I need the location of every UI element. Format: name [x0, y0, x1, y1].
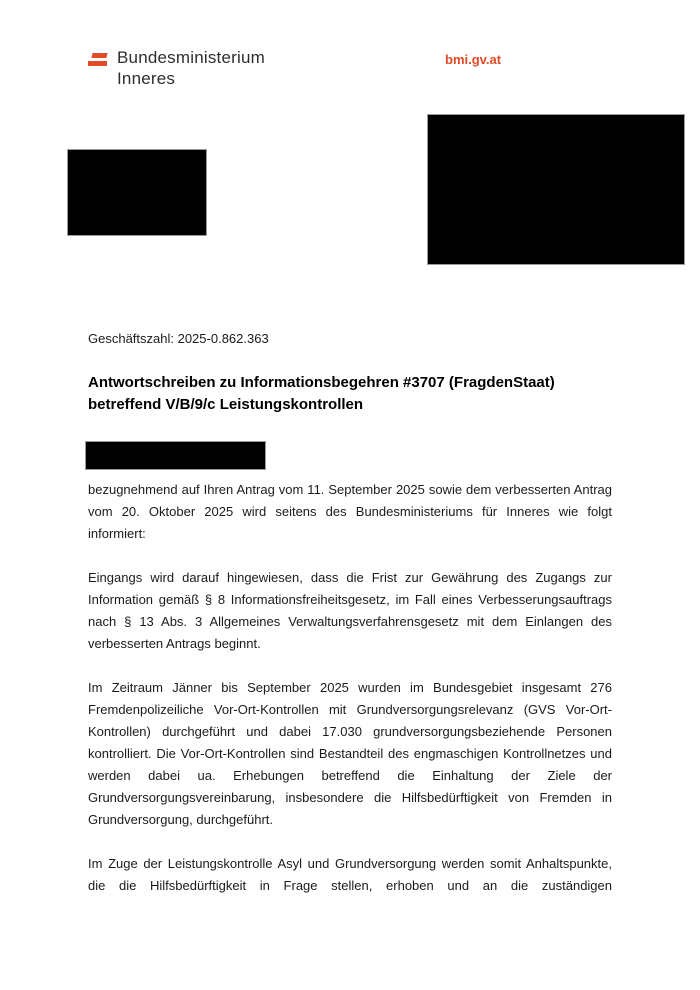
paragraph-line: verbesserten Antrags beginnt. [88, 636, 261, 651]
reference-number: Geschäftszahl: 2025-0.862.363 [88, 331, 269, 346]
paragraph-line: Fremdenpolizeiliche Vor-Ort-Kontrollen mit Grundversorgungsrelevanz (GVS Vor-Ort- [88, 702, 612, 717]
redaction-box-recipient [427, 114, 685, 265]
body-paragraph [88, 677, 612, 831]
paragraph-line: Grundversorgung, durchgeführt. [88, 812, 273, 827]
paragraph-line: bezugnehmend auf Ihren Antrag vom 11. September 2025 sowie dem verbesserten Antrag [88, 482, 612, 497]
paragraph-line: Im Zeitraum Jänner bis September 2025 wurden im Bundesgebiet insgesamt 276 [88, 680, 612, 695]
document-body [88, 479, 612, 919]
paragraph-line: werden dabei ua. Erhebungen betreffend die Einhaltung der Ziele der [88, 768, 612, 783]
ministry-wordmark [117, 47, 265, 89]
document-title [88, 372, 628, 416]
ministry-department: Inneres [117, 69, 176, 88]
paragraph-line: die die Hilfsbedürftigkeit in Frage stellen, erhoben und an die zuständigen [88, 878, 612, 893]
body-paragraph [88, 853, 612, 897]
flag-bar-bottom [88, 61, 107, 66]
title-line: Antwortschreiben zu Informationsbegehren #3707 (FragdenStaat) [88, 374, 555, 391]
body-paragraph [88, 479, 612, 545]
paragraph-line: Grundversorgungsvereinbarung, insbesondere die Hilfsbedürftigkeit von Fremden in [88, 790, 612, 805]
paragraph-line: Information gemäß § 8 Informationsfreiheitsgesetz, im Fall eines Verbesserungsauftrags [88, 592, 612, 607]
flag-bar-top [91, 53, 107, 58]
ministry-name: Bundesministerium [117, 48, 265, 67]
title-line: betreffend V/B/9/c Leistungskontrollen [88, 396, 364, 413]
website-link[interactable]: bmi.gv.at [445, 52, 502, 67]
austria-flag-logo-icon [88, 53, 108, 68]
paragraph-line: Kontrollen) durchgeführt und dabei 17.030 grundversorgungsbeziehende Personen [88, 724, 612, 739]
redaction-box-sender [67, 149, 207, 236]
paragraph-line: nach § 13 Abs. 3 Allgemeines Verwaltungsverfahrensgesetz mit dem Einlangen des [88, 614, 612, 629]
paragraph-line: informiert: [88, 526, 146, 541]
redaction-box-salutation [85, 441, 266, 470]
paragraph-line: Im Zuge der Leistungskontrolle Asyl und Grundversorgung werden somit Anhaltspunkte, [88, 856, 612, 871]
paragraph-line: vom 20. Oktober 2025 wird seitens des Bundesministeriums für Inneres wie folgt [88, 504, 612, 519]
paragraph-line: Eingangs wird darauf hingewiesen, dass die Frist zur Gewährung des Zugangs zur [88, 570, 612, 585]
paragraph-line: kontrolliert. Die Vor-Ort-Kontrollen sind Bestandteil des engmaschigen Kontrollnetzes und [88, 746, 612, 761]
body-paragraph [88, 567, 612, 655]
